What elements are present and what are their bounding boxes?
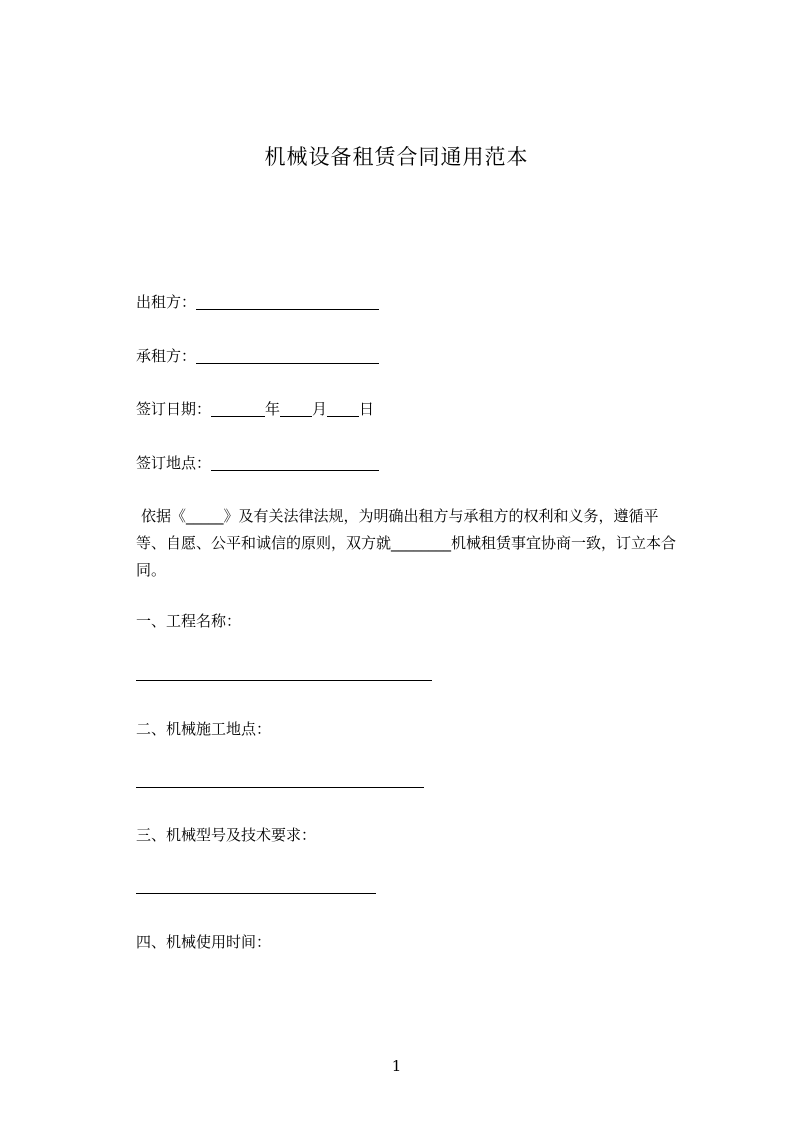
signing-place-blank[interactable]	[211, 454, 379, 471]
lessee-label: 承租方：	[136, 347, 197, 365]
day-blank[interactable]	[327, 400, 359, 417]
project-name-blank-line[interactable]	[136, 680, 432, 681]
intro-line-2: 等、自愿、公平和诚信的原则，双方就________机械租赁事宜协商一致，订立本合	[136, 534, 677, 552]
intro-line-1: 依据《_____》及有关法律法规，为明确出租方与承租方的权利和义务，遵循平	[141, 507, 659, 525]
month-blank[interactable]	[280, 400, 312, 417]
signing-date-label: 签订日期：	[136, 400, 212, 418]
month-label: 月	[312, 400, 328, 418]
lessor-label: 出租方：	[136, 293, 197, 311]
year-blank[interactable]	[211, 400, 265, 417]
day-label: 日	[359, 400, 375, 418]
section-heading-project-name: 一、工程名称：	[136, 612, 242, 630]
lessor-field	[136, 291, 379, 313]
document-title: 机械设备租赁合同通用范本	[264, 145, 529, 169]
lessor-blank[interactable]	[196, 293, 379, 310]
signing-place-label: 签订地点：	[136, 454, 212, 472]
year-label: 年	[265, 400, 281, 418]
intro-paragraph	[136, 503, 711, 584]
lessee-field	[136, 345, 379, 367]
lessee-blank[interactable]	[196, 347, 379, 364]
section-heading-machine-model: 三、机械型号及技术要求：	[136, 826, 317, 844]
signing-date-field	[136, 398, 374, 420]
page-number: 1	[391, 1057, 402, 1075]
machine-model-blank-line[interactable]	[136, 893, 376, 894]
intro-line-3: 同。	[136, 561, 167, 579]
construction-site-blank-line[interactable]	[136, 787, 424, 788]
section-heading-usage-time: 四、机械使用时间：	[136, 933, 272, 951]
signing-place-field	[136, 452, 379, 474]
section-heading-construction-site: 二、机械施工地点：	[136, 720, 272, 738]
